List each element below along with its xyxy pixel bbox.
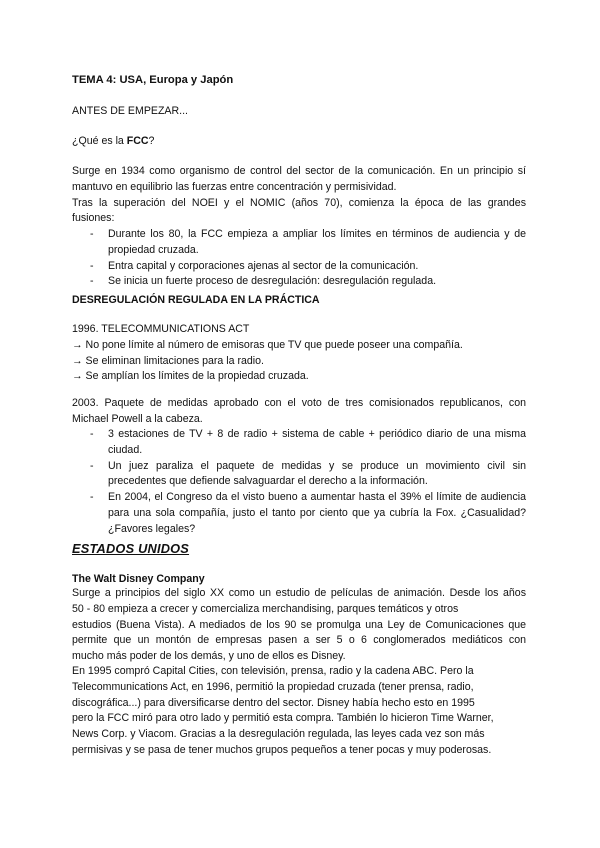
fcc-line: mantuvo en equilibrio las fuerzas entre concentración y permisividad.	[72, 180, 397, 193]
bullet-marker: -	[90, 228, 94, 240]
disney-line: permite que un montón de empresas pasen a ser 5 o 6 conglomerados mediáticos con	[72, 634, 526, 647]
list-item-text: Durante los 80, la FCC empieza a ampliar los límites en términos de audiencia y de propiedad cruzada.	[108, 228, 526, 256]
list-item-text: En 2004, el Congreso da el visto bueno a aumentar hasta el 39% el límite de audiencia para una sola compañía, justo el tanto por ciento que ya cubría la Fox. ¿Casualidad? ¿Favores legales?	[108, 491, 526, 535]
question-suffix: ?	[148, 135, 155, 147]
list-item	[72, 227, 526, 259]
list-item-text: Un juez paraliza el paquete de medidas y se produce un movimiento civil sin precedentes que defiende salvaguardar el derecho a la información.	[108, 459, 526, 488]
bullet-marker: -	[90, 259, 94, 272]
disney-line: discográfica...) para diversificarse dentro del sector. Disney había hecho esto en 1995	[72, 696, 475, 709]
list-item-text: Se inicia un fuerte proceso de desregulación: desregulación regulada.	[108, 275, 437, 288]
disney-line: pero la FCC miró para otro lado y permitió esta compra. También lo hicieron Time Warner,	[72, 712, 494, 725]
disney-line: News Corp. y Viacom. Gracias a la desregulación regulada, las leyes cada vez son más	[72, 728, 485, 741]
disney-line: mucho más poder de los demás, y uno de ellos es Disney.	[72, 650, 346, 663]
act-item: → Se eliminan limitaciones para la radio.	[72, 354, 264, 367]
fcc-bullet-list	[72, 227, 526, 290]
bullet-marker: -	[90, 491, 94, 504]
act-title: 1996. TELECOMMUNICATIONS ACT	[72, 323, 250, 335]
fcc-question	[72, 134, 526, 150]
list-item	[72, 427, 526, 459]
p2003-bullet-list	[72, 427, 526, 538]
act-item: → Se amplían los límites de la propiedad cruzada.	[72, 370, 309, 383]
fcc-line: fusiones:	[72, 212, 115, 225]
p2003-line: 2003. Paquete de medidas aprobado con el voto de tres comisionados republicanos, con	[72, 397, 526, 409]
bullet-marker: -	[90, 459, 94, 472]
disney-line: permisivas y se pasa de tener muchos grupos pequeños a tener pocas y muy poderosas.	[72, 743, 492, 756]
intro-label: ANTES DE EMPEZAR...	[72, 105, 188, 117]
fcc-line: Tras la superación del NOEI y el NOMIC (años 70), comienza la época de las grandes	[72, 196, 526, 209]
fcc-paragraph	[72, 164, 526, 227]
page-title: TEMA 4: USA, Europa y Japón	[72, 74, 234, 86]
disney-paragraph-2	[72, 664, 526, 759]
disney-line: estudios (Buena Vista). A mediados de los 90 se promulga una Ley de Comunicaciones que	[72, 618, 526, 631]
disney-line: Surge a principios del siglo XX como un estudio de películas de animación. Desde los años	[72, 587, 526, 599]
list-item	[72, 490, 526, 537]
disney-line: 50 - 80 empieza a crecer y comercializa merchandising, parques temáticos y otros	[72, 602, 459, 615]
p2003-line: Michael Powell a la cabeza.	[72, 412, 203, 425]
bullet-marker: -	[90, 428, 94, 440]
list-item-text: Entra capital y corporaciones ajenas al sector de la comunicación.	[108, 259, 419, 272]
fcc-line: Surge en 1934 como organismo de control del sector de la comunicación. En un principio sí	[72, 165, 526, 177]
telecom-act-block	[72, 322, 526, 385]
section-heading-desregulacion: DESREGULACIÓN REGULADA EN LA PRÁCTICA	[72, 294, 320, 306]
disney-line: En 1995 compró Capital Cities, con televisión, prensa, radio y la cadena ABC. Pero la	[72, 665, 474, 677]
list-item	[72, 274, 526, 290]
list-item	[72, 259, 526, 275]
paragraph-2003	[72, 396, 526, 428]
question-prefix: ¿Qué es la	[72, 135, 127, 147]
question-bold: FCC	[126, 135, 149, 147]
list-item	[72, 459, 526, 491]
disney-heading: The Walt Disney Company	[72, 573, 205, 585]
disney-paragraph-1	[72, 586, 526, 665]
bullet-marker: -	[90, 275, 94, 288]
act-item: → No pone límite al número de emisoras que TV que puede poseer una compañía.	[72, 338, 463, 351]
section-heading-estados-unidos: ESTADOS UNIDOS	[72, 541, 190, 556]
list-item-text: 3 estaciones de TV + 8 de radio + sistema de cable + periódico diario de una misma ciudad.	[108, 428, 526, 456]
disney-line: Telecommunications Act, en 1996, permitió la propiedad cruzada (tener prensa, radio,	[72, 680, 474, 693]
